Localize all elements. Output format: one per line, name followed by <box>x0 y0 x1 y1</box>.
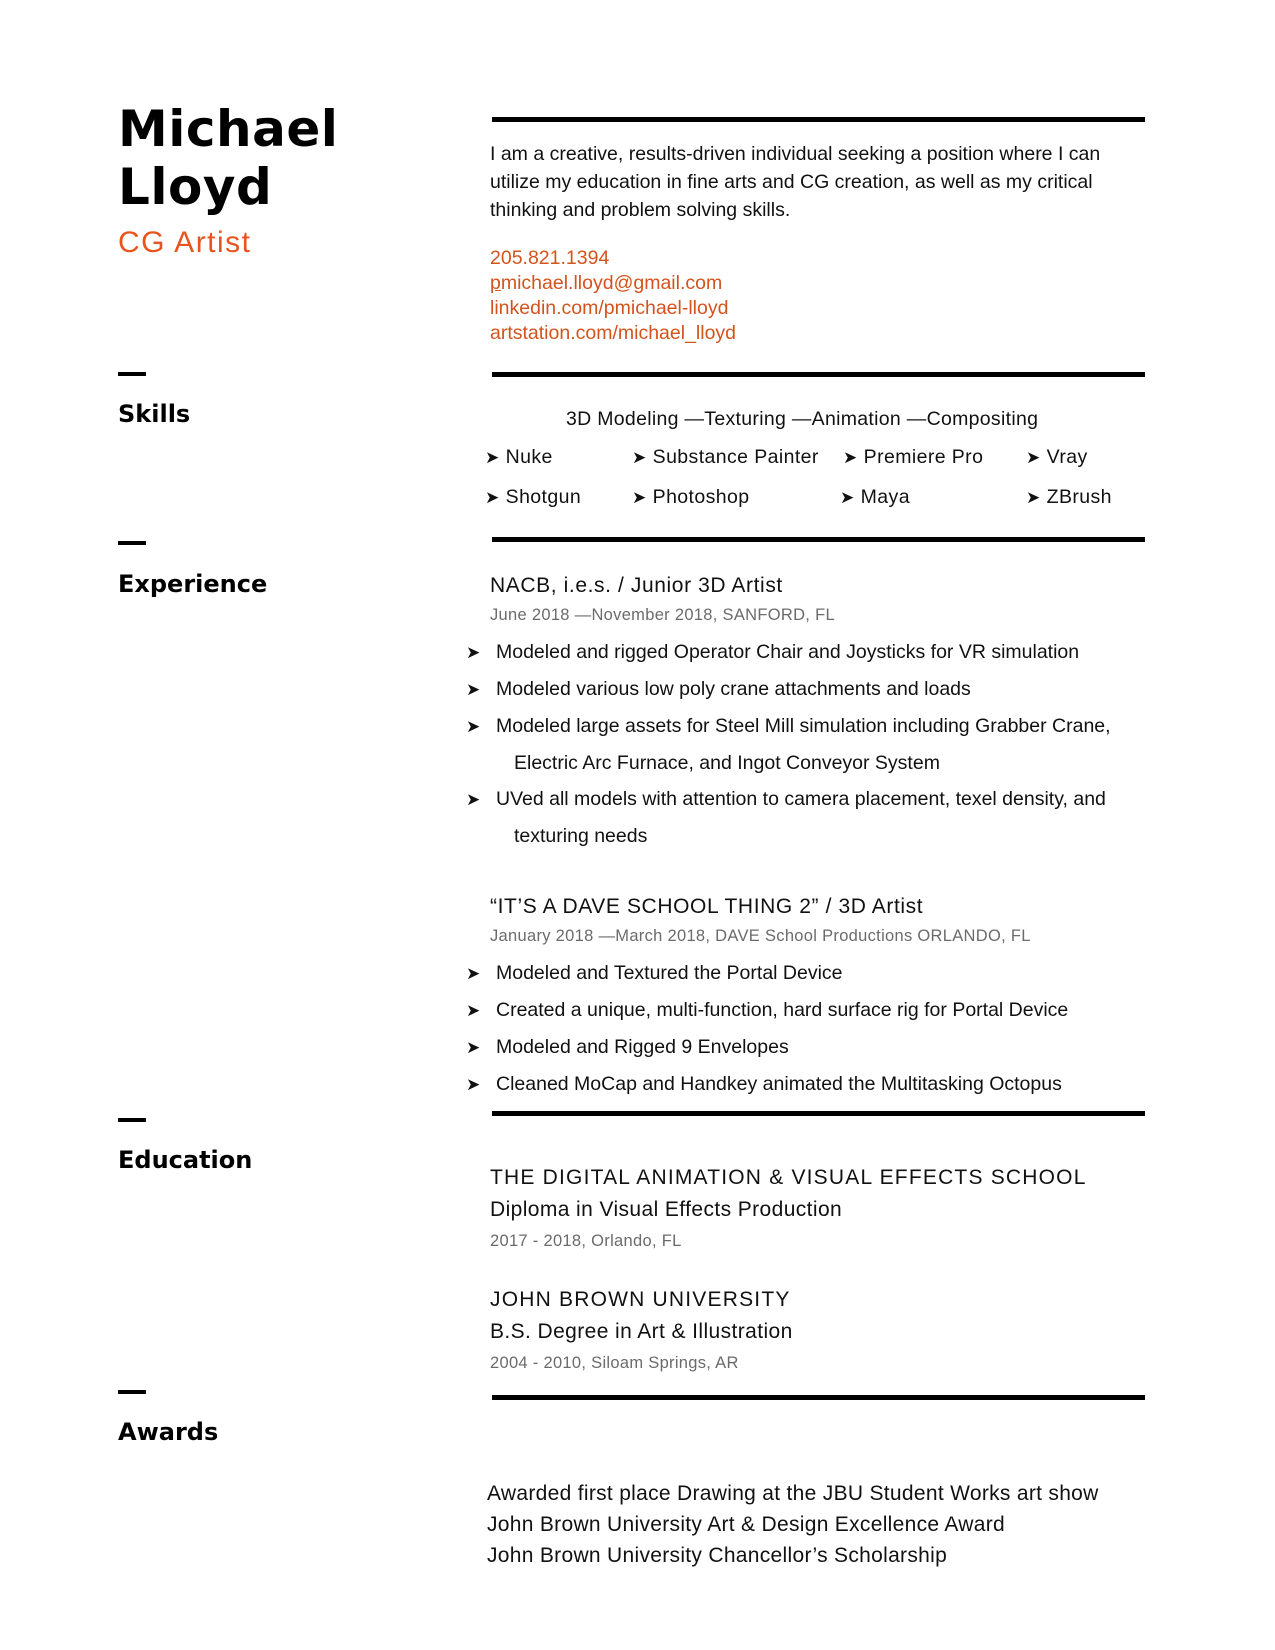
section-dash <box>118 372 146 376</box>
edu-degree: B.S. Degree in Art & Illustration <box>490 1320 793 1343</box>
edu-dates-location: 2004 - 2010, Siloam Springs, AR <box>490 1354 739 1372</box>
skill-item <box>843 446 983 469</box>
linkedin-link[interactable]: linkedin.com/pmichael-lloyd <box>490 297 729 319</box>
skill-label: Nuke <box>505 446 553 468</box>
phone-link[interactable]: 205.821.1394 <box>490 247 610 269</box>
arrowhead-right-icon: ➤ <box>1026 448 1041 467</box>
summary-line: utilize my education in fine arts and CG creation, as well as my critical <box>490 171 1093 193</box>
skill-label: Vray <box>1046 446 1088 468</box>
job-role: CG Artist <box>118 226 252 259</box>
email-link[interactable]: pmichael.lloyd@gmail.com <box>490 272 723 294</box>
skill-item <box>1026 446 1088 469</box>
job-bullets <box>466 955 1150 1103</box>
last-name: Lloyd <box>118 158 273 216</box>
skill-label: Photoshop <box>652 486 750 508</box>
job-bullet: ➤ Modeled and Textured the Portal Device <box>466 962 843 984</box>
job-bullet: ➤ Modeled various low poly crane attachments and loads <box>466 678 971 700</box>
divider-summary <box>492 117 1145 122</box>
section-title-experience: Experience <box>118 570 268 598</box>
section-title-skills: Skills <box>118 400 191 428</box>
arrowhead-right-icon: ➤ <box>843 448 858 467</box>
award-item: John Brown University Art & Design Excellence Award <box>487 1513 1005 1536</box>
skill-label: ZBrush <box>1046 486 1112 508</box>
section-title-education: Education <box>118 1146 253 1174</box>
divider-education <box>492 1111 1145 1116</box>
job-title: “IT’S A DAVE SCHOOL THING 2” / 3D Artist <box>490 895 924 918</box>
award-item: John Brown University Chancellor’s Scholarship <box>487 1544 948 1567</box>
skill-item <box>632 486 750 509</box>
arrowhead-right-icon: ➤ <box>485 488 500 507</box>
job-dates-location: June 2018 —November 2018, SANFORD, FL <box>490 606 835 624</box>
section-dash <box>118 1390 146 1394</box>
section-dash <box>118 1118 146 1122</box>
skill-item <box>485 446 553 469</box>
skill-item <box>485 486 581 509</box>
divider-awards <box>492 1395 1145 1400</box>
arrowhead-right-icon: ➤ <box>485 448 500 467</box>
section-dash <box>118 541 146 545</box>
skill-item <box>840 486 910 509</box>
skill-item <box>1026 486 1112 509</box>
skill-label: Substance Painter <box>652 446 819 468</box>
skill-label: Shotgun <box>505 486 582 508</box>
edu-school: JOHN BROWN UNIVERSITY <box>490 1288 791 1311</box>
bullet-text: Modeled and Textured the Portal Device <box>496 962 843 984</box>
award-item: Awarded first place Drawing at the JBU Student Works art show <box>487 1482 1099 1505</box>
edu-dates-location: 2017 - 2018, Orlando, FL <box>490 1232 682 1250</box>
skill-label: Premiere Pro <box>863 446 984 468</box>
edu-degree: Diploma in Visual Effects Production <box>490 1198 843 1221</box>
candidate-name <box>118 100 338 216</box>
job-title: NACB, i.e.s. / Junior 3D Artist <box>490 574 783 597</box>
bullet-text: Created a unique, multi-function, hard surface rig for Portal Device <box>496 999 1069 1021</box>
job-dates-location: January 2018 —March 2018, DAVE School Productions ORLANDO, FL <box>490 927 1031 945</box>
skill-item <box>632 446 819 469</box>
arrowhead-right-icon: ➤ <box>840 488 855 507</box>
job-bullet: ➤ Modeled large assets for Steel Mill simulation including Grabber Crane, Electric Arc Furnace, and Ingot Conveyor System <box>466 715 1111 774</box>
section-title-awards: Awards <box>118 1418 219 1446</box>
bullet-text: UVed all models with attention to camera placement, texel density, and texturing needs <box>496 788 1106 847</box>
skill-label: Maya <box>860 486 910 508</box>
bullet-text: Modeled and Rigged 9 Envelopes <box>496 1036 789 1058</box>
skills-headline: 3D Modeling —Texturing —Animation —Compositing <box>566 408 1039 430</box>
job-bullet: ➤ Modeled and Rigged 9 Envelopes <box>466 1036 789 1058</box>
edu-school: THE DIGITAL ANIMATION & VISUAL EFFECTS SCHOOL <box>490 1166 1087 1189</box>
bullet-text: Modeled and rigged Operator Chair and Joysticks for VR simulation <box>496 641 1080 663</box>
job-bullet: ➤ UVed all models with attention to camera placement, texel density, and texturing needs <box>466 788 1106 847</box>
awards-list <box>487 1478 1099 1571</box>
artstation-link[interactable]: artstation.com/michael_lloyd <box>490 322 737 344</box>
arrowhead-right-icon: ➤ <box>632 488 647 507</box>
arrowhead-right-icon: ➤ <box>1026 488 1041 507</box>
job-bullets <box>466 634 1130 854</box>
summary <box>490 140 1140 224</box>
summary-line: thinking and problem solving skills. <box>490 199 791 221</box>
arrowhead-right-icon: ➤ <box>632 448 647 467</box>
job-bullet: ➤ Cleaned MoCap and Handkey animated the Multitasking Octopus <box>466 1073 1062 1095</box>
job-bullet: ➤ Created a unique, multi-function, hard surface rig for Portal Device <box>466 999 1069 1021</box>
first-name: Michael <box>118 100 339 158</box>
divider-skills <box>492 372 1145 377</box>
divider-experience <box>492 537 1145 542</box>
bullet-text: Modeled large assets for Steel Mill simulation including Grabber Crane, Electric Arc Furnace, and Ingot Conveyor System <box>496 715 1111 774</box>
bullet-text: Modeled various low poly crane attachments and loads <box>496 678 971 700</box>
summary-line: I am a creative, results-driven individual seeking a position where I can <box>490 143 1101 165</box>
contact-block <box>490 246 736 346</box>
job-bullet: ➤ Modeled and rigged Operator Chair and Joysticks for VR simulation <box>466 641 1080 663</box>
bullet-text: Cleaned MoCap and Handkey animated the Multitasking Octopus <box>496 1073 1062 1095</box>
